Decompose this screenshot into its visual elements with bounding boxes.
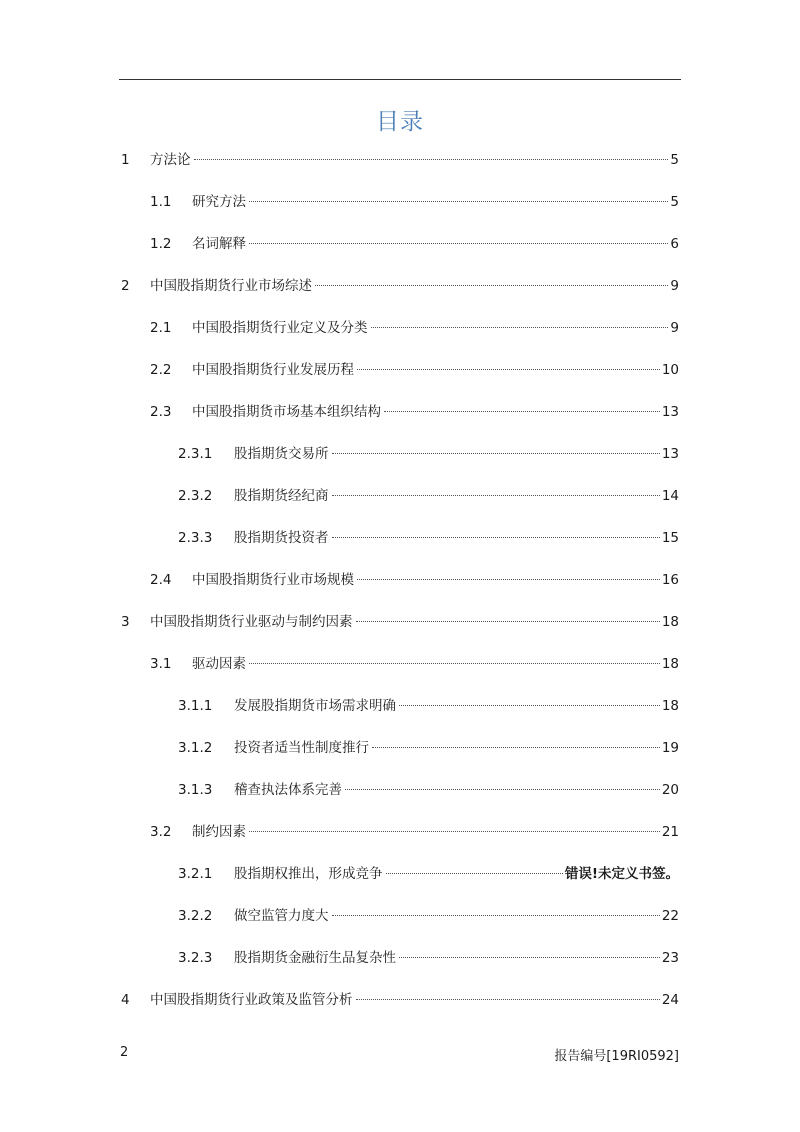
toc-entry-label: 中国股指期货行业驱动与制约因素	[150, 614, 353, 630]
toc-entry-label: 股指期货经纪商	[234, 488, 329, 504]
dot-leader	[332, 452, 660, 454]
toc-entry-page: 18	[661, 656, 679, 672]
toc-entry[interactable]	[0, 779, 800, 801]
toc-entry-page: 19	[661, 740, 679, 756]
toc-entry-number: 1	[121, 152, 130, 168]
toc-entry-page: 5	[670, 194, 679, 210]
toc-entry-number: 2.3	[150, 404, 172, 420]
toc-entry-label: 中国股指期货行业政策及监管分析	[150, 992, 353, 1008]
toc-entry[interactable]	[0, 905, 800, 927]
toc-entry[interactable]	[0, 863, 800, 885]
toc-entry-label: 股指期权推出，形成竞争	[234, 866, 383, 882]
toc-entry-page: 13	[661, 446, 679, 462]
toc-entry-number: 2.3.2	[178, 488, 213, 504]
dot-leader	[249, 200, 668, 202]
toc-entry[interactable]	[0, 485, 800, 507]
dot-leader	[194, 158, 669, 160]
toc-entry-number: 1.2	[150, 236, 172, 252]
toc-entry-label: 投资者适当性制度推行	[234, 740, 369, 756]
toc-entry-page: 6	[670, 236, 679, 252]
toc-entry-number: 2.2	[150, 362, 172, 378]
toc-entry-number: 3	[121, 614, 130, 630]
toc-entry-label: 股指期货交易所	[234, 446, 329, 462]
dot-leader	[249, 830, 660, 832]
toc-entry[interactable]	[0, 149, 800, 171]
dot-leader	[332, 494, 660, 496]
toc-entry-page: 10	[661, 362, 679, 378]
toc-entry-number: 2.1	[150, 320, 172, 336]
dot-leader	[386, 872, 563, 874]
dot-leader	[356, 998, 660, 1000]
toc-entry-number: 3.2.1	[178, 866, 213, 882]
toc-entry[interactable]	[0, 317, 800, 339]
toc-entry-label: 中国股指期货行业市场综述	[150, 278, 312, 294]
toc-entry-label: 中国股指期货行业发展历程	[192, 362, 354, 378]
dot-leader	[372, 746, 660, 748]
toc-entry-page: 16	[661, 572, 679, 588]
toc-entry-label: 研究方法	[192, 194, 246, 210]
toc-entry[interactable]	[0, 191, 800, 213]
dot-leader	[384, 410, 660, 412]
toc-entry-page: 21	[661, 824, 679, 840]
toc-entry-page: 23	[661, 950, 679, 966]
toc-entry-label: 名词解释	[192, 236, 246, 252]
toc-entry[interactable]	[0, 443, 800, 465]
toc-entry-number: 2	[121, 278, 130, 294]
toc-entry-number: 3.2.2	[178, 908, 213, 924]
toc-entry-label: 发展股指期货市场需求明确	[234, 698, 396, 714]
toc-entry-label: 股指期货金融衍生品复杂性	[234, 950, 396, 966]
dot-leader	[249, 242, 668, 244]
toc-entry-number: 3.1.2	[178, 740, 213, 756]
page-number: 2	[120, 1045, 129, 1060]
toc-entry-label: 做空监管力度大	[234, 908, 329, 924]
toc-entry-number: 3.2	[150, 824, 172, 840]
toc-entry[interactable]	[0, 653, 800, 675]
toc-entry[interactable]	[0, 611, 800, 633]
toc-entry[interactable]	[0, 947, 800, 969]
toc-entry-number: 4	[121, 992, 130, 1008]
toc-entry-label: 中国股指期货行业市场规模	[192, 572, 354, 588]
toc-entry[interactable]	[0, 527, 800, 549]
toc-entry[interactable]	[0, 569, 800, 591]
toc-entry-label: 方法论	[150, 152, 191, 168]
toc-entry-label: 驱动因素	[192, 656, 246, 672]
dot-leader	[332, 536, 660, 538]
toc-entry-label: 中国股指期货行业定义及分类	[192, 320, 368, 336]
dot-leader	[345, 788, 660, 790]
toc-entry-number: 3.1	[150, 656, 172, 672]
dot-leader	[356, 620, 660, 622]
toc-entry[interactable]	[0, 737, 800, 759]
toc-entry-label: 制约因素	[192, 824, 246, 840]
toc-entry[interactable]	[0, 233, 800, 255]
toc-entry-page: 18	[661, 614, 679, 630]
toc-entry-label: 中国股指期货市场基本组织结构	[192, 404, 381, 420]
toc-entry-page: 9	[670, 278, 679, 294]
dot-leader	[357, 368, 660, 370]
toc-entry-page: 14	[661, 488, 679, 504]
toc-entry[interactable]	[0, 989, 800, 1011]
toc-entry-number: 3.1.1	[178, 698, 213, 714]
toc-entry-page: 13	[661, 404, 679, 420]
toc-entry-page: 18	[661, 698, 679, 714]
toc-entry-page: 15	[661, 530, 679, 546]
dot-leader	[357, 578, 660, 580]
toc-entry-label: 股指期货投资者	[234, 530, 329, 546]
dot-leader	[315, 284, 668, 286]
toc-entry-number: 2.3.1	[178, 446, 213, 462]
toc-entry-number: 2.3.3	[178, 530, 213, 546]
toc-entry[interactable]	[0, 821, 800, 843]
toc-entry-page: 22	[661, 908, 679, 924]
dot-leader	[249, 662, 660, 664]
toc-entry-page: 5	[670, 152, 679, 168]
toc-entry-label: 稽查执法体系完善	[234, 782, 342, 798]
toc-entry[interactable]	[0, 275, 800, 297]
page-title: 目录	[376, 109, 424, 135]
toc-entry-page: 20	[661, 782, 679, 798]
toc-entry[interactable]	[0, 401, 800, 423]
toc-entry-number: 3.2.3	[178, 950, 213, 966]
toc-entry[interactable]	[0, 359, 800, 381]
toc-entry-number: 3.1.3	[178, 782, 213, 798]
toc-entry-page: 9	[670, 320, 679, 336]
dot-leader	[399, 704, 660, 706]
dot-leader	[332, 914, 660, 916]
toc-entry-number: 1.1	[150, 194, 172, 210]
report-number: 报告编号[19RI0592]	[554, 1049, 679, 1064]
dot-leader	[371, 326, 669, 328]
toc-entry-page: 错误!未定义书签。	[564, 866, 679, 882]
toc-entry-page: 24	[661, 992, 679, 1008]
toc-entry[interactable]	[0, 695, 800, 717]
toc-entry-number: 2.4	[150, 572, 172, 588]
dot-leader	[399, 956, 660, 958]
